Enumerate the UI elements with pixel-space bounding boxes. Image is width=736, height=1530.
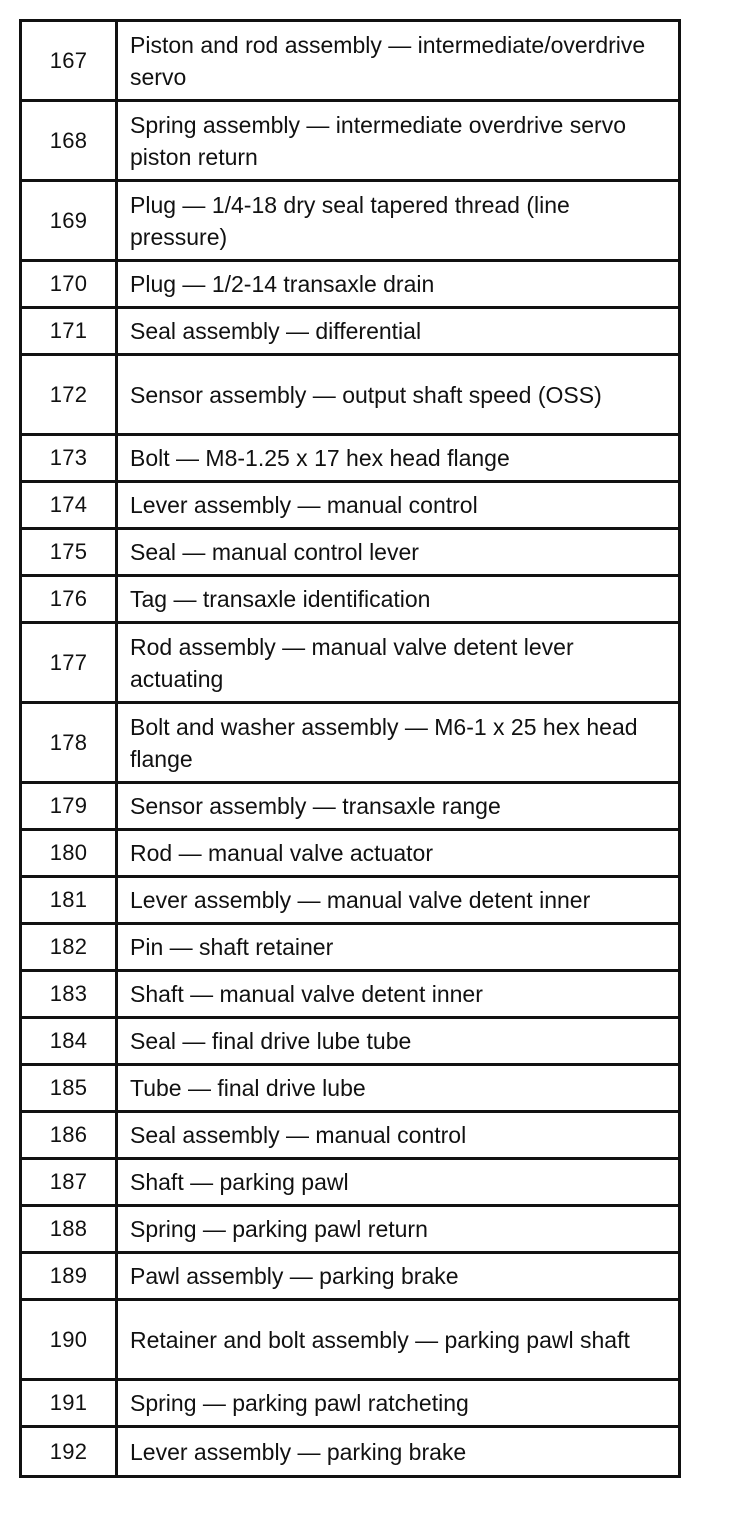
part-number: 170 — [22, 262, 118, 306]
part-number: 172 — [22, 356, 118, 433]
table-row — [22, 262, 678, 309]
part-number: 181 — [22, 878, 118, 922]
part-description: Rod — manual valve actuator — [130, 840, 433, 866]
part-number: 174 — [22, 483, 118, 527]
part-description: Lever assembly — manual control — [130, 492, 478, 518]
part-description: Shaft — parking pawl — [130, 1169, 349, 1195]
part-description: Seal — manual control lever — [130, 539, 419, 565]
part-number: 171 — [22, 309, 118, 353]
table-row — [22, 704, 678, 784]
part-number: 182 — [22, 925, 118, 969]
table-row — [22, 972, 678, 1019]
table-row — [22, 1019, 678, 1066]
table-row — [22, 102, 678, 182]
part-description: Shaft — manual valve detent inner — [130, 981, 483, 1007]
part-description: Seal assembly — manual control — [130, 1122, 467, 1148]
part-number: 167 — [22, 22, 118, 99]
table-row — [22, 1160, 678, 1207]
part-description: Piston and rod assembly — intermediate/overdrive servo — [130, 31, 646, 90]
part-description: Spring — parking pawl return — [130, 1216, 428, 1242]
table-row — [22, 1207, 678, 1254]
table-row — [22, 925, 678, 972]
part-description: Lever assembly — manual valve detent inner — [130, 887, 591, 913]
table-row — [22, 483, 678, 530]
part-number: 189 — [22, 1254, 118, 1298]
table-row — [22, 878, 678, 925]
part-number: 177 — [22, 624, 118, 701]
part-number: 169 — [22, 182, 118, 259]
part-number: 183 — [22, 972, 118, 1016]
part-description: Seal assembly — differential — [130, 318, 422, 344]
part-number: 192 — [22, 1428, 118, 1475]
parts-table — [19, 19, 681, 1478]
part-number: 175 — [22, 530, 118, 574]
part-description: Bolt and washer assembly — M6-1 x 25 hex head flange — [130, 713, 638, 772]
part-description: Plug — 1/4-18 dry seal tapered thread (line pressure) — [130, 191, 570, 250]
part-number: 184 — [22, 1019, 118, 1063]
part-description: Bolt — M8-1.25 x 17 hex head flange — [130, 445, 510, 471]
table-row — [22, 530, 678, 577]
part-description: Seal — final drive lube tube — [130, 1028, 412, 1054]
part-description: Sensor assembly — transaxle range — [130, 793, 501, 819]
table-row — [22, 22, 678, 102]
table-row — [22, 1428, 678, 1475]
table-row — [22, 436, 678, 483]
table-row — [22, 356, 678, 436]
part-description: Lever assembly — parking brake — [130, 1438, 467, 1465]
part-number: 176 — [22, 577, 118, 621]
table-row — [22, 1381, 678, 1428]
table-row — [22, 182, 678, 262]
part-description: Pin — shaft retainer — [130, 934, 334, 960]
table-row — [22, 624, 678, 704]
part-description: Retainer and bolt assembly — parking pawl shaft — [130, 1326, 630, 1353]
part-number: 173 — [22, 436, 118, 480]
part-number: 178 — [22, 704, 118, 781]
part-description: Pawl assembly — parking brake — [130, 1263, 459, 1289]
part-number: 191 — [22, 1381, 118, 1425]
table-row — [22, 1254, 678, 1301]
part-number: 187 — [22, 1160, 118, 1204]
part-number: 188 — [22, 1207, 118, 1251]
part-number: 168 — [22, 102, 118, 179]
table-row — [22, 1066, 678, 1113]
part-number: 185 — [22, 1066, 118, 1110]
table-row — [22, 309, 678, 356]
table-row — [22, 831, 678, 878]
part-description: Spring — parking pawl ratcheting — [130, 1390, 469, 1416]
part-number: 190 — [22, 1301, 118, 1378]
part-number: 180 — [22, 831, 118, 875]
table-row — [22, 1113, 678, 1160]
part-description: Plug — 1/2-14 transaxle drain — [130, 271, 435, 297]
table-row — [22, 577, 678, 624]
part-description: Tag — transaxle identification — [130, 586, 431, 612]
part-number: 186 — [22, 1113, 118, 1157]
part-description: Spring assembly — intermediate overdrive servo piston return — [130, 111, 626, 170]
part-number: 179 — [22, 784, 118, 828]
table-row — [22, 784, 678, 831]
table-row — [22, 1301, 678, 1381]
part-description: Sensor assembly — output shaft speed (OSS) — [130, 381, 602, 408]
part-description: Tube — final drive lube — [130, 1075, 366, 1101]
part-description: Rod assembly — manual valve detent lever actuating — [130, 633, 574, 692]
